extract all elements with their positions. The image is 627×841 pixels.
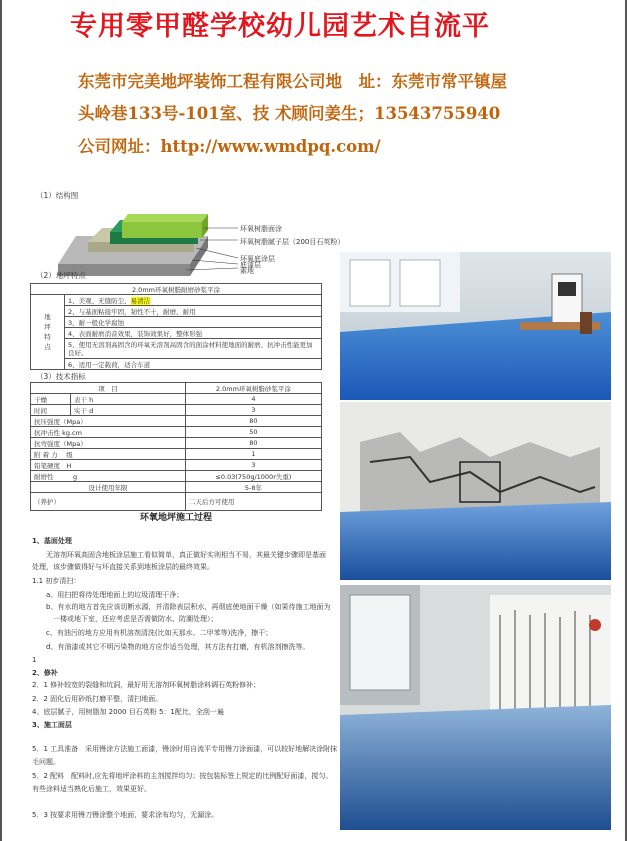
process-line: b、有水的地方首先应该切断水源，并清除表层积水，再彻底使地面干燥（如果待施工地面为 <box>32 603 331 611</box>
features-heading: （2）地坪特点 <box>36 271 86 280</box>
spec-cell: 附 着 力 级 <box>31 449 186 460</box>
spec-value: ≤0.03(750g/1000r失重) <box>185 471 321 482</box>
features-table-header: 2.0mm环氧树脂耐磨砂浆平涂 <box>31 284 322 295</box>
specs-col-value: 2.0mm环氧树脂砂浆平涂 <box>185 383 321 394</box>
process-line: 2．2 固化后用砂纸打磨平整，清扫地面。 <box>32 695 163 703</box>
process-line: 1.1 初步清扫： <box>32 577 81 585</box>
features-side-label: 地 坪 特 点 <box>31 295 65 370</box>
process-line: 5．1 工具准备 采用镘涂方法施工面漆，镘涂时用自流平专用镘刀涂面漆，可以较好地解决涂附抹 <box>32 745 338 753</box>
spec-cell: 抗冲击性 kg.cm <box>31 427 186 438</box>
process-line: 4、底层腻子，用树脂加 2000 目石英粉 5：1配比，全刮一遍 <box>32 708 224 716</box>
process-line: 5．3 按要求用镘刀镘涂整个地面，要求涂布均匀，无漏涂。 <box>32 811 219 819</box>
spec-cell: 抗压强度（Mpa） <box>31 416 186 427</box>
process-line: 处理，该步骤做得好与坏直接关系到地板涂层的最终效果。 <box>32 563 214 571</box>
spec-cell: 耐磨性 g <box>31 471 186 482</box>
photo-calligraphy-hall <box>340 585 611 830</box>
process-line: c、有油污的地方应用有机溶剂清洗(比如天那水、二甲苯等)洗净，擦干； <box>32 629 273 637</box>
spec-value: 3 <box>185 460 321 471</box>
layer-label-putty: 环氧树脂腻子层（200目石英粉） <box>240 238 345 246</box>
feature-item: 1、美观、无缝防尘、易清洁 <box>65 295 322 306</box>
process-line: 1 <box>32 656 37 664</box>
process-line: 5．2 配料 配料时,应先将地坪涂料的主剂搅拌均匀；按包装标签上规定的比例配好面漆，搅匀。 <box>32 772 333 780</box>
spec-value: 3 <box>185 405 321 416</box>
spec-value: 1 <box>185 449 321 460</box>
process-line: 1、基面处理 <box>32 537 72 545</box>
spec-cell: 铅笔硬度 H <box>31 460 186 471</box>
photo-classroom-floor <box>340 252 611 400</box>
spec-value: 80 <box>185 438 321 449</box>
process-line: 3、施工面层 <box>32 721 72 729</box>
page-title: 专用零甲醛学校幼儿园艺术自流平 <box>70 11 490 42</box>
layer-label-primer: 环氧底涂层 <box>240 255 275 263</box>
process-line: 无溶剂环氧高固含地板涂层施工看似简单，真正做好实则相当不易，其最关键步骤即是基面 <box>32 551 326 559</box>
layer-label-ground: 素地 <box>240 267 254 275</box>
company-address-line-2: 头岭巷133号-101室、技 术顾问姜生；13543755940 <box>78 104 501 123</box>
feature-item: 3、耐一般化学腐蚀 <box>65 317 322 328</box>
process-line: 毛问题。 <box>32 758 60 766</box>
spec-value: 二天后方可使用 <box>185 493 321 511</box>
spec-value: 4 <box>185 394 321 405</box>
process-line: 一楼或地下室，还应考虑是否需做防水、防潮处理）； <box>32 615 218 623</box>
company-website: 公司网址：http://www.wmdpq.com/ <box>78 137 381 156</box>
process-line: a、用扫把将待处理地面上的垃圾清理干净； <box>32 591 184 599</box>
spec-cell: 设计使用年限 <box>31 482 186 493</box>
specs-col-item: 项 目 <box>31 383 186 394</box>
layer-label-base: 底漆层 <box>240 261 261 269</box>
spec-value: 80 <box>185 416 321 427</box>
feature-item: 4、表面耐磨消音效果，装饰效果好，整体形强 <box>65 328 322 339</box>
spec-cell: 干燥 <box>31 394 71 405</box>
feature-item: 2、与基面粘接牢固，韧性不十，耐磨、耐用 <box>65 306 322 317</box>
feature-item: 5、使用无溶剂高固含的环氧无溶剂高固含的面涂材料使地面的耐磨、抗冲击性能更加良好。 <box>65 339 322 359</box>
company-address-line-1: 东莞市完美地坪装饰工程有限公司地 址：东莞市常平镇屋 <box>78 72 507 91</box>
spec-cell: 实干 d <box>71 405 186 416</box>
specs-heading: （3）技术指标 <box>36 372 86 381</box>
process-line: 2．1 修补较宽的裂缝和坑洞，最好用无溶剂环氧树脂涂料调石英粉修补； <box>32 681 261 689</box>
spec-value: 5-8年 <box>185 482 321 493</box>
spec-cell: （养护） <box>31 493 186 511</box>
photo-mural-corridor <box>340 402 611 580</box>
specs-table <box>30 382 322 511</box>
process-line: 有些涂料适当熟化后施工，效果更好。 <box>32 785 151 793</box>
process-line: d、有油漆或其它不明污染物的地方应作适当处理，其方法有打磨，有机溶剂擦洗等。 <box>32 643 310 651</box>
features-table <box>30 283 322 370</box>
spec-cell: 时间 <box>31 405 71 416</box>
feature-item: 6、适用一定载荷，适合车道 <box>65 359 322 370</box>
spec-cell: 表干 h <box>71 394 186 405</box>
spec-value: 50 <box>185 427 321 438</box>
process-line: 2、修补 <box>32 669 58 677</box>
spec-cell: 抗弯强度（Mpa） <box>31 438 186 449</box>
process-title: 环氧地坪施工过程 <box>140 513 213 523</box>
structure-heading: （1）结构图 <box>36 191 79 200</box>
layer-label-top: 环氧树脂面涂 <box>240 225 282 233</box>
